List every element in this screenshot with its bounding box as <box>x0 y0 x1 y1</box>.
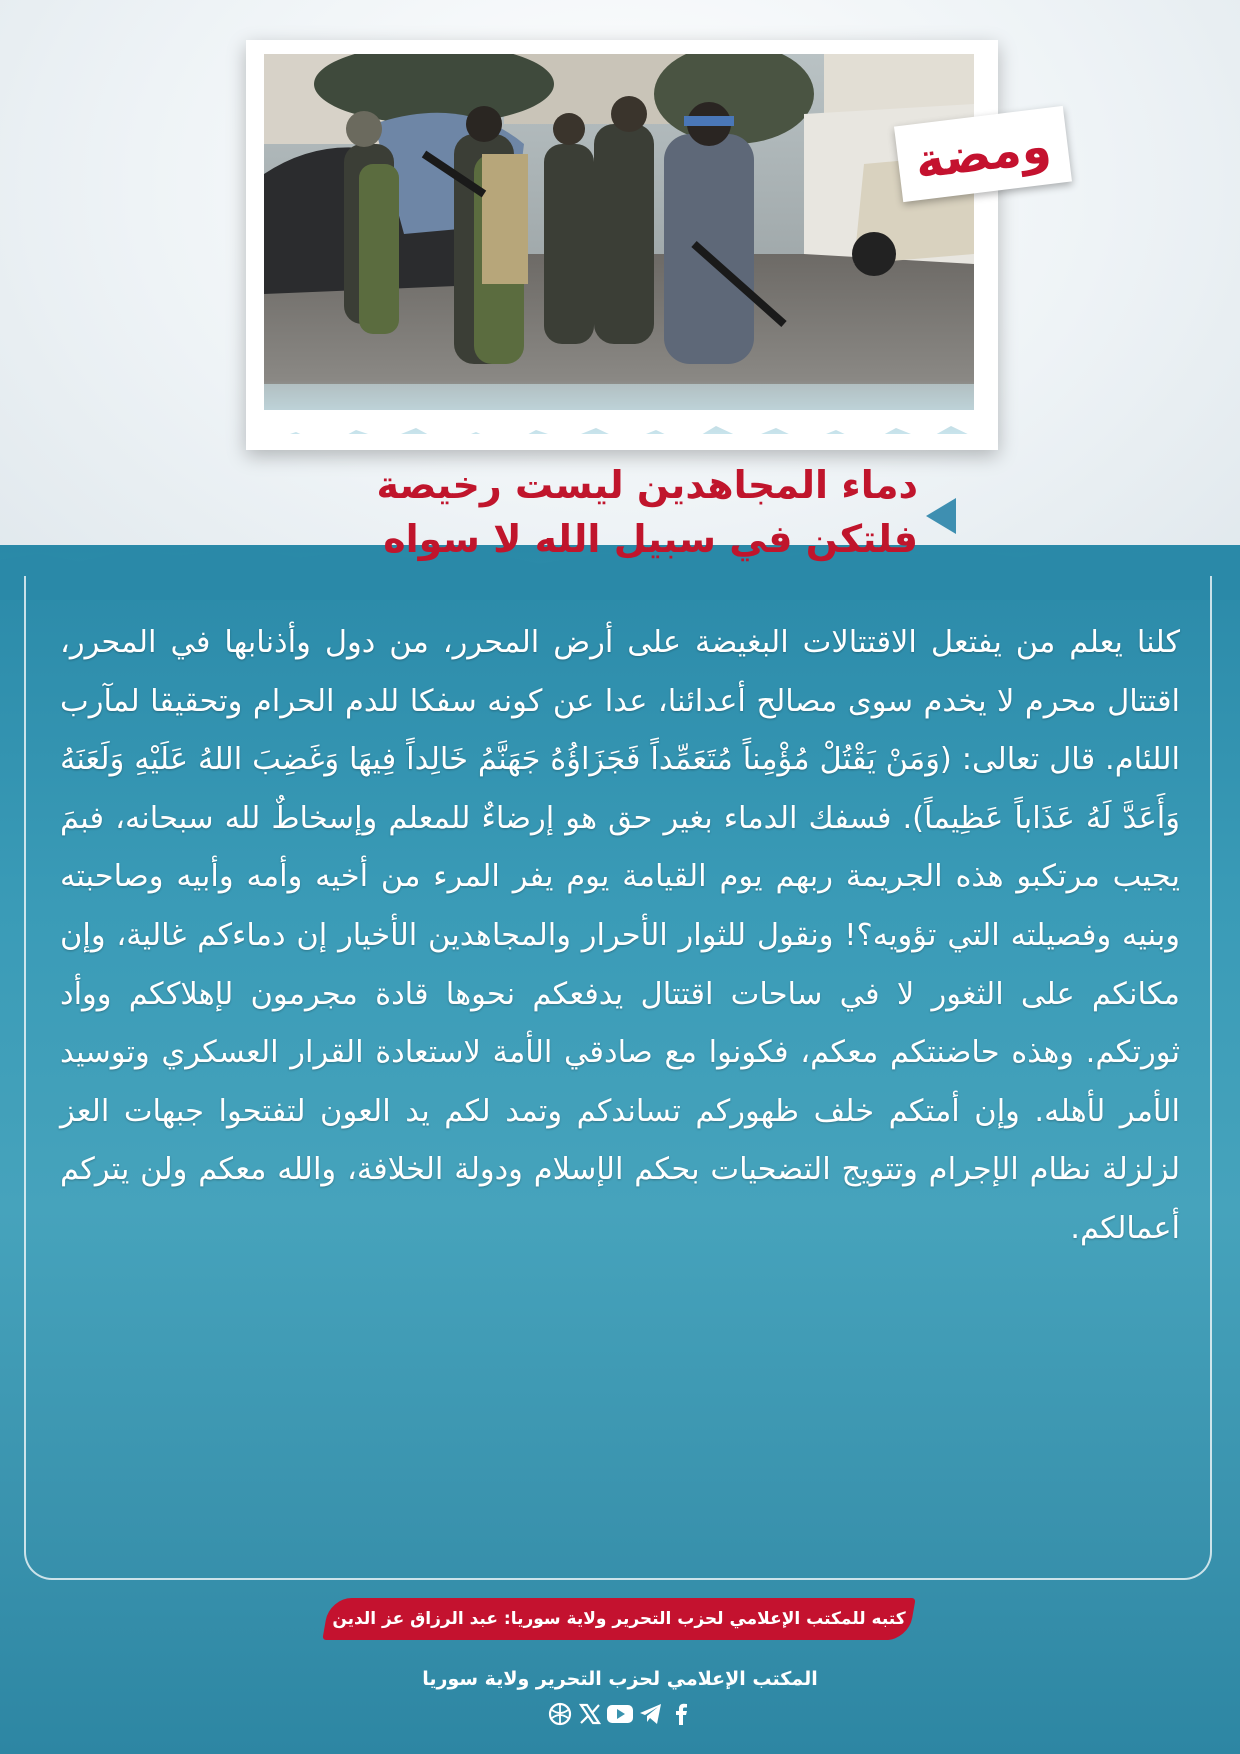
headline-line-2: فلتكن في سبيل الله لا سواه <box>383 517 918 561</box>
photo-torn-edge <box>246 410 998 460</box>
telegram-icon[interactable] <box>639 1700 663 1728</box>
website-icon[interactable] <box>548 1700 572 1728</box>
youtube-icon[interactable] <box>607 1700 633 1728</box>
facebook-icon[interactable] <box>669 1700 692 1728</box>
pointer-triangle-icon <box>926 498 956 534</box>
headline-line-1: دماء المجاهدين ليست رخيصة <box>376 463 918 507</box>
article-body: كلنا يعلم من يفتعل الاقتتالات البغيضة على أرض المحرر، من دول وأذنابها في المحرر، اقتتال محرم لا يخدم سوى مصالح أعدائنا، عدا عن كونه سفكا للدم الحرام وتحقيقا لمآرب اللئام. قال تعالى: (وَمَنْ يَقْتُلْ مُؤْمِناً مُتَعَمِّداً فَجَزَاؤُهُ جَهَنَّمُ خَالِداً فِيهَا وَغَضِبَ اللهُ عَلَيْهِ وَلَعَنَهُ وَأَعَدَّ لَهُ عَذَاباً عَظِيماً). فسفك الدماء بغير حق هو إرضاءٌ للمعلم وإسخاطٌ لله سبحانه، فبمَ يجيب مرتكبو هذه الجريمة ربهم يوم القيامة يوم يفر المرء من أخيه وأمه وأبيه وصاحبته وبنيه وفصيلته التي تؤويه؟! ونقول للثوار الأحرار والمجاهدين الأخيار إن دماءكم غالية، وإن مكانكم على الثغور لا في ساحات اقتتال يدفعكم نحوها قادة مجرمون لإهلاككم ووأد ثورتكم. وهذه حاضنتكم معكم، فكونوا مع صادقي الأمة لاستعادة القرار العسكري وتوسيد الأمر لأهله. وإن أمتكم خلف ظهوركم تساندكم وتمد لكم يد العون لتفتحوا جبهات العز لزلزلة نظام الإجرام وتتويج التضحيات بحكم الإسلام ودولة الخلافة، والله معكم ولن يتركم أعمالكم. <box>60 625 1180 1246</box>
headline <box>218 458 918 566</box>
social-links <box>548 1700 692 1732</box>
credit-text: كتبه للمكتب الإعلامي لحزب التحرير ولاية سوريا: عبد الرزاق عز الدين <box>332 1609 906 1629</box>
footer-title: المكتب الإعلامي لحزب التحرير ولاية سوريا <box>422 1668 818 1690</box>
x-icon[interactable] <box>578 1700 601 1728</box>
badge-label: ومضة <box>912 117 1054 191</box>
news-photo <box>264 54 974 434</box>
